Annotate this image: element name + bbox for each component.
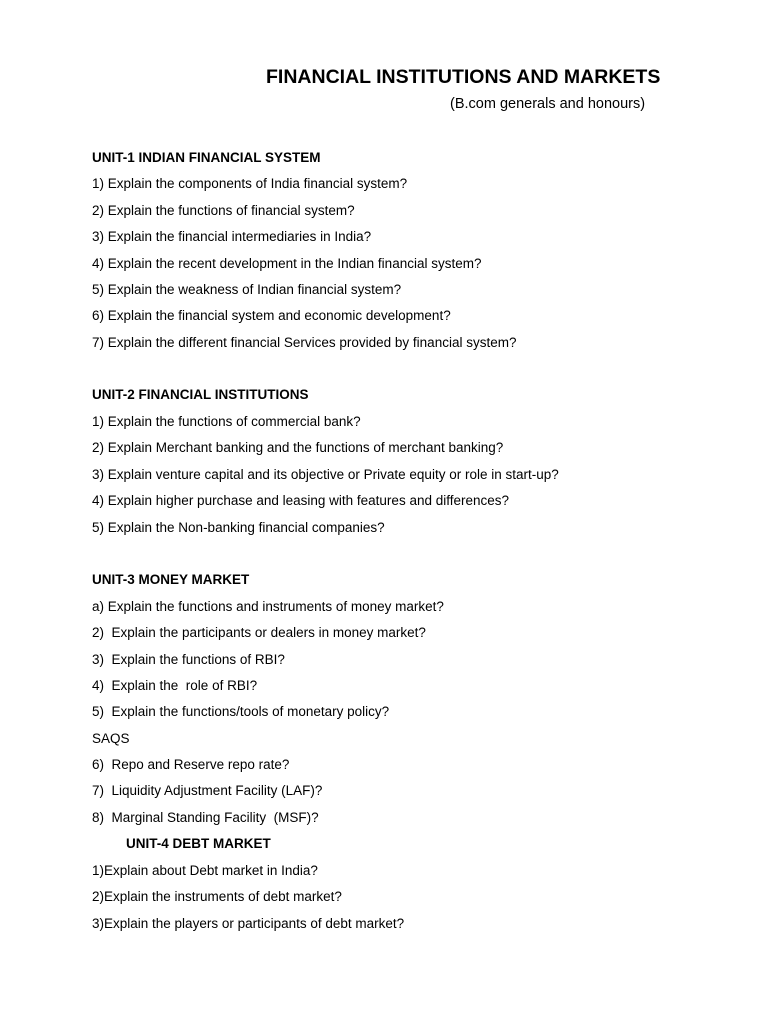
question-item: 7) Liquidity Adjustment Facility (LAF)? — [92, 783, 323, 798]
question-item: 3) Explain venture capital and its objective or Private equity or role in start-up? — [92, 467, 559, 482]
question-item: 1) Explain the components of India financial system? — [92, 176, 408, 191]
question-item: 3) Explain the financial intermediaries in India? — [92, 229, 372, 244]
question-item: a) Explain the functions and instruments of money market? — [92, 599, 444, 614]
question-item: 1)Explain about Debt market in India? — [92, 863, 318, 878]
question-item: 4) Explain the role of RBI? — [92, 678, 258, 693]
question-item: 5) Explain the Non-banking financial companies? — [92, 520, 385, 535]
question-item: 4) Explain higher purchase and leasing with features and differences? — [92, 493, 510, 508]
unit-4-heading: UNIT-4 DEBT MARKET — [126, 836, 271, 851]
question-item: 3) Explain the functions of RBI? — [92, 652, 285, 667]
question-item: 6) Explain the financial system and economic development? — [92, 308, 451, 323]
question-item: 6) Repo and Reserve repo rate? — [92, 757, 290, 772]
question-item: 5) Explain the functions/tools of monetary policy? — [92, 704, 390, 719]
question-item: 8) Marginal Standing Facility (MSF)? — [92, 810, 319, 825]
question-item: 2) Explain the functions of financial system? — [92, 203, 355, 218]
question-item: 5) Explain the weakness of Indian financial system? — [92, 282, 402, 297]
question-item: 2)Explain the instruments of debt market? — [92, 889, 342, 904]
document-title: FINANCIAL INSTITUTIONS AND MARKETS — [266, 66, 661, 88]
unit-2-heading: UNIT-2 FINANCIAL INSTITUTIONS — [92, 387, 309, 402]
question-item: 4) Explain the recent development in the Indian financial system? — [92, 256, 482, 271]
question-item: 1) Explain the functions of commercial bank? — [92, 414, 361, 429]
question-item: 3)Explain the players or participants of debt market? — [92, 916, 405, 931]
unit-3-heading: UNIT-3 MONEY MARKET — [92, 572, 250, 587]
question-item: 7) Explain the different financial Services provided by financial system? — [92, 335, 517, 350]
question-item: 2) Explain Merchant banking and the functions of merchant banking? — [92, 440, 504, 455]
saqs-label: SAQS — [92, 731, 130, 746]
question-item: 2) Explain the participants or dealers in money market? — [92, 625, 426, 640]
unit-1-heading: UNIT-1 INDIAN FINANCIAL SYSTEM — [92, 150, 321, 165]
document-subtitle: (B.com generals and honours) — [450, 96, 646, 112]
